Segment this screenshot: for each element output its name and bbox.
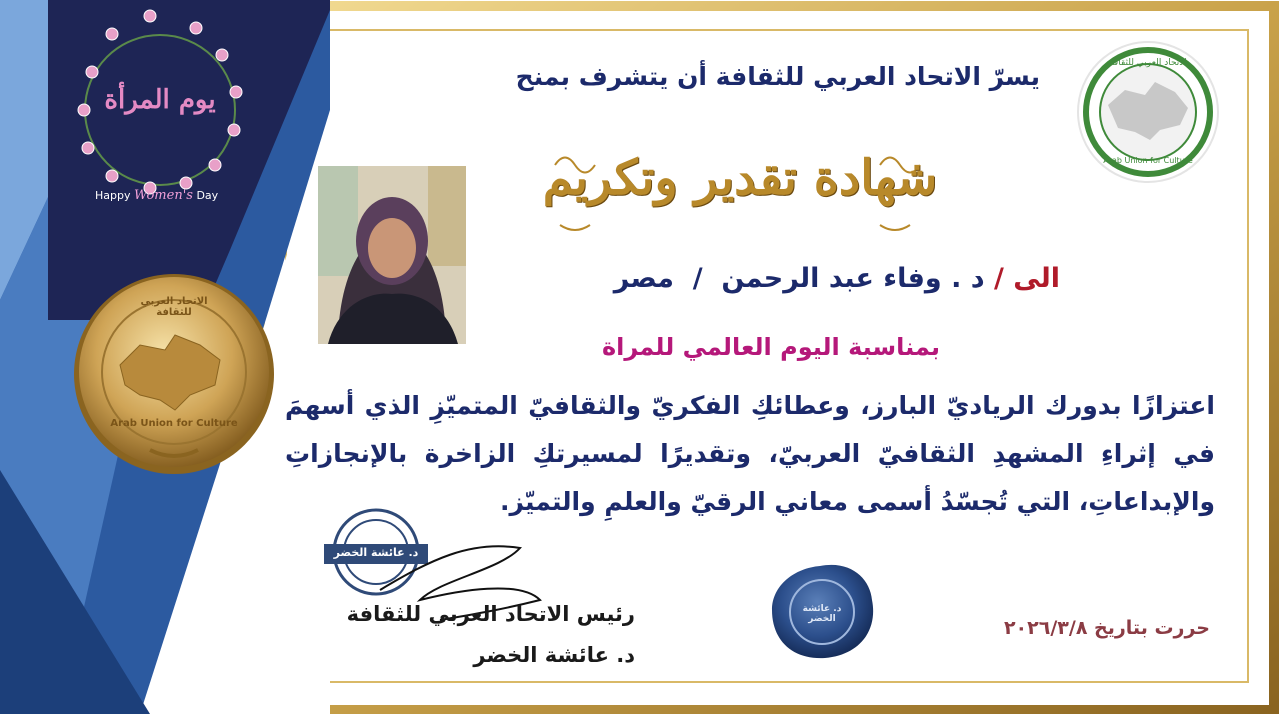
medal-arabic-text: الاتحاد العربي للثقافة bbox=[140, 296, 208, 318]
recipient-photo bbox=[318, 166, 466, 344]
wax-seal-name: د. عائشة الخضر bbox=[802, 604, 842, 624]
womens-day-script: يوم المرأة bbox=[104, 85, 216, 115]
certificate-headline: يسرّ الاتحاد العربي للثقافة أن يتشرف بمنح bbox=[515, 62, 1040, 91]
logo-english-text: Arab Union for Culture bbox=[1103, 156, 1193, 165]
to-label: الى / bbox=[994, 263, 1060, 294]
signatory-title: رئيس الاتحاد العربي للثقافة bbox=[346, 602, 635, 626]
recipient-name: د . وفاء عبد الرحمن / مصر bbox=[613, 263, 985, 294]
recipient-line bbox=[500, 263, 1060, 294]
stamp-name: د. عائشة الخضر bbox=[333, 546, 419, 559]
issue-date: حررت بتاريخ ٢٠٢٦/٣/٨ bbox=[1003, 617, 1210, 639]
signatory-name: د. عائشة الخضر bbox=[473, 643, 635, 667]
logo-arabic-text: الاتحاد العربي للثقافة bbox=[1109, 58, 1187, 68]
certificate-title: شهادة تقدير وتكريم bbox=[542, 150, 938, 206]
medal-english-text: Arab Union for Culture bbox=[110, 418, 238, 429]
happy-womens-day-caption: Happy Women's Day bbox=[95, 188, 219, 203]
certificate-body: اعتزازًا بدورك الرياديّ البارز، وعطائكِ الفكريّ والثقافيّ المتميّزِ الذي أسهمَ في إثراءِ المشهدِ الثقافيّ العربيّ، وتقديرًا لمسيرتكِ الزاخرة بالإنجازاتِ والإبداعاتِ، التي تُجسّدُ أسمى معاني الرقيّ والعلمِ والتميّز. bbox=[285, 391, 1215, 516]
occasion-text: بمناسبة اليوم العالمي للمراة bbox=[601, 333, 940, 361]
